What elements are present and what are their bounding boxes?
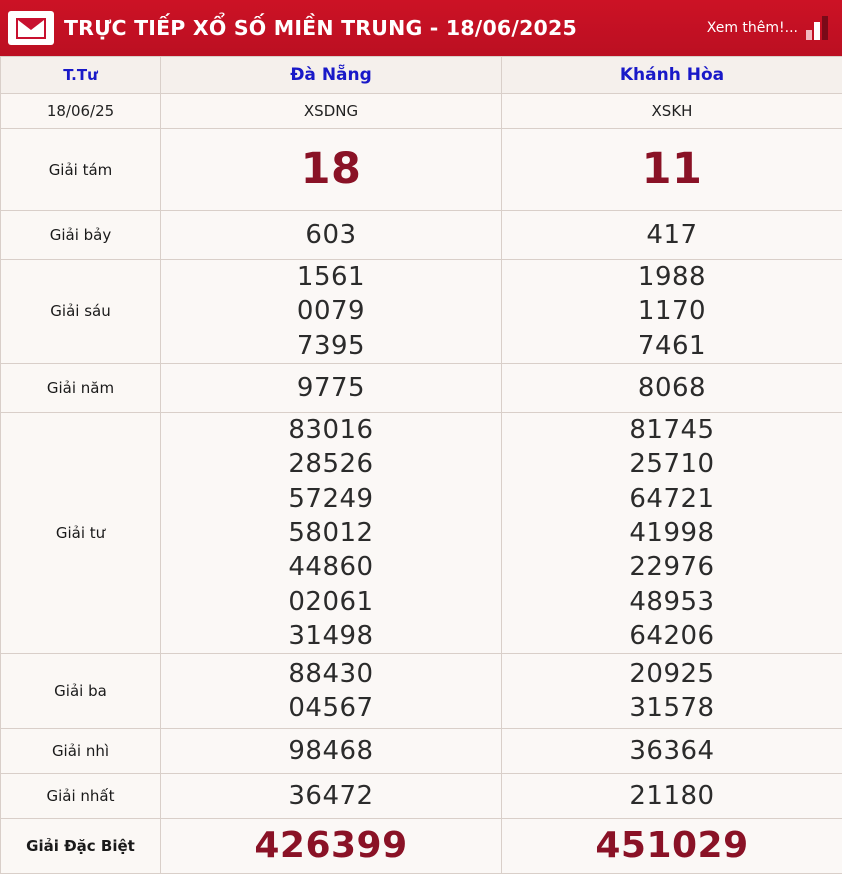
prize-label: Giải Đặc Biệt <box>1 819 161 874</box>
prize-numbers-danang: 426399 <box>161 819 502 874</box>
mail-icon <box>8 11 54 45</box>
column-header-khanhhoa: Khánh Hòa <box>502 57 842 94</box>
prize-label: Giải năm <box>1 363 161 412</box>
column-header-day: T.Tư <box>1 57 161 94</box>
page-title: TRỰC TIẾP XỔ SỐ MIỀN TRUNG - 18/06/2025 <box>64 16 577 40</box>
table-row <box>1 819 842 874</box>
prize-numbers-danang: 98468 <box>161 729 502 774</box>
subheader-danang-code: XSDNG <box>161 94 502 129</box>
table-row <box>1 260 842 364</box>
page-header <box>0 0 842 56</box>
prize-label: Giải bảy <box>1 211 161 260</box>
prize-numbers-khanhhoa: 451029 <box>502 819 842 874</box>
prize-numbers-danang: 603 <box>161 211 502 260</box>
subheader-date: 18/06/25 <box>1 94 161 129</box>
table-row <box>1 129 842 211</box>
prize-numbers-khanhhoa: 8068 <box>502 363 842 412</box>
column-header-danang: Đà Nẵng <box>161 57 502 94</box>
prize-numbers-khanhhoa: 21180 <box>502 774 842 819</box>
see-more-link[interactable]: Xem thêm!... <box>706 20 798 36</box>
prize-numbers-danang: 18 <box>161 129 502 211</box>
prize-label: Giải sáu <box>1 260 161 364</box>
prize-numbers-danang: 88430 04567 <box>161 654 502 729</box>
prize-numbers-danang: 36472 <box>161 774 502 819</box>
prize-label: Giải nhì <box>1 729 161 774</box>
table-header-row <box>1 57 842 94</box>
prize-numbers-danang: 83016 28526 57249 58012 44860 02061 31498 <box>161 412 502 653</box>
table-row <box>1 774 842 819</box>
table-row <box>1 412 842 653</box>
prize-numbers-khanhhoa: 36364 <box>502 729 842 774</box>
prize-label: Giải tư <box>1 412 161 653</box>
prize-numbers-danang: 1561 0079 7395 <box>161 260 502 364</box>
prize-numbers-khanhhoa: 81745 25710 64721 41998 22976 48953 64206 <box>502 412 842 653</box>
subheader-khanhhoa-code: XSKH <box>502 94 842 129</box>
table-row <box>1 729 842 774</box>
results-table <box>0 56 842 874</box>
prize-label: Giải nhất <box>1 774 161 819</box>
table-row <box>1 211 842 260</box>
table-row <box>1 654 842 729</box>
table-row <box>1 363 842 412</box>
bar-chart-icon[interactable] <box>806 16 832 40</box>
prize-numbers-khanhhoa: 417 <box>502 211 842 260</box>
table-subheader-row <box>1 94 842 129</box>
prize-label: Giải tám <box>1 129 161 211</box>
prize-numbers-danang: 9775 <box>161 363 502 412</box>
prize-label: Giải ba <box>1 654 161 729</box>
prize-numbers-khanhhoa: 1988 1170 7461 <box>502 260 842 364</box>
prize-numbers-khanhhoa: 11 <box>502 129 842 211</box>
prize-numbers-khanhhoa: 20925 31578 <box>502 654 842 729</box>
